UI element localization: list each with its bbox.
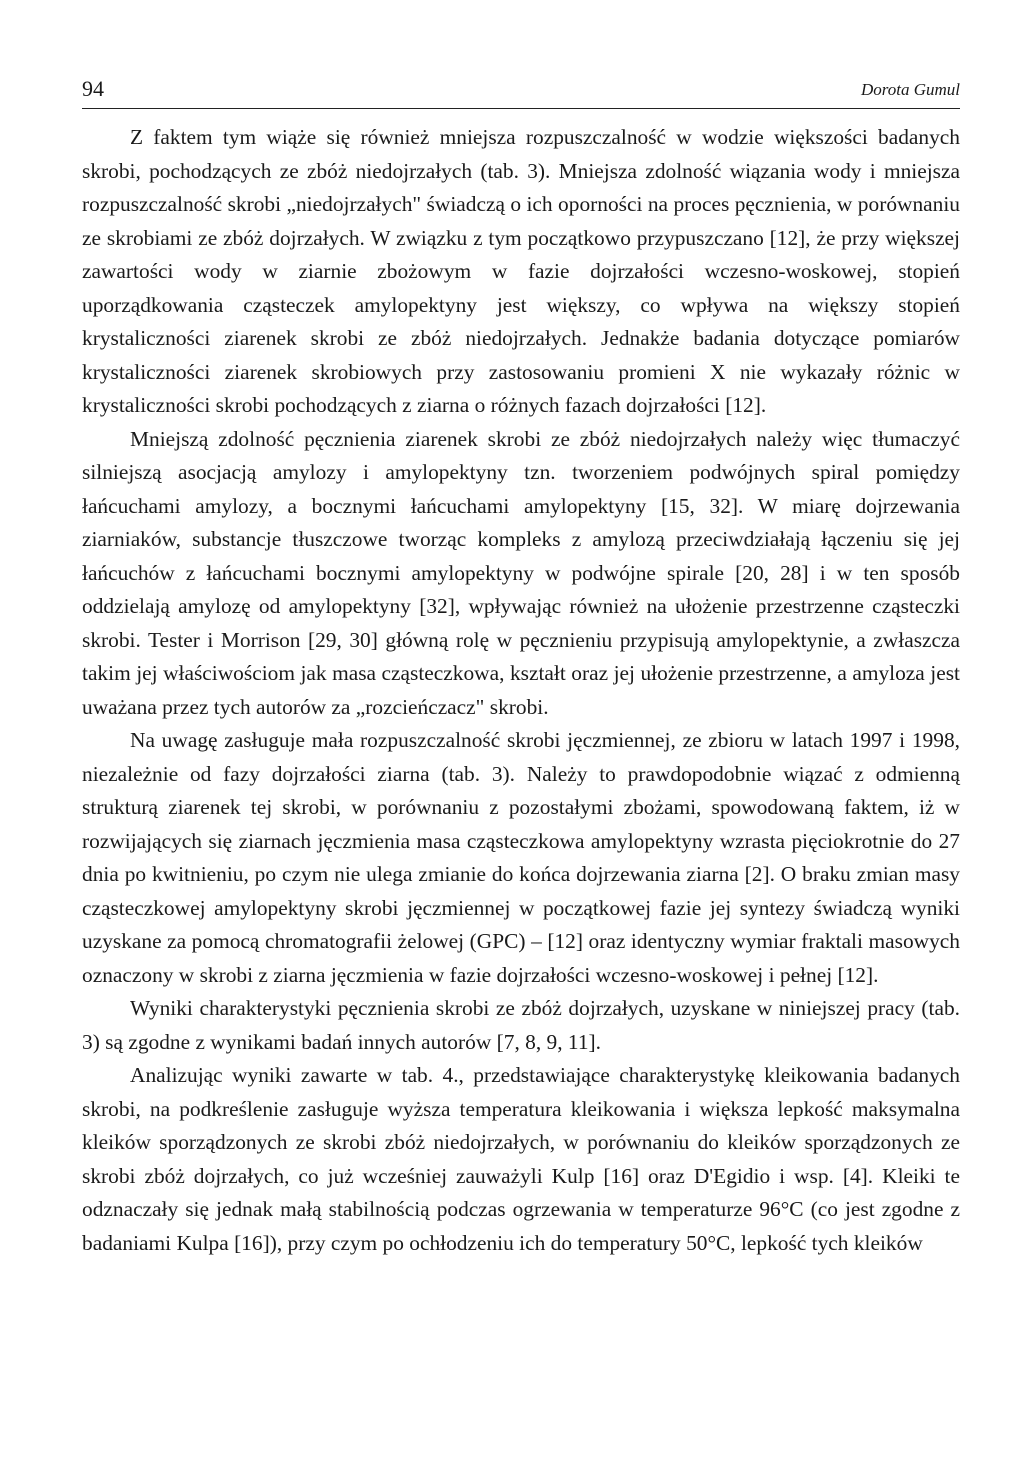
paragraph: Z faktem tym wiąże się również mniejsza rozpuszczalność w wodzie większości badanych skrobi, pochodzących ze zbóż niedojrzałych (tab. 3). Mniejsza zdolność wiązania wody i mniejsza rozpuszczalność skrobi „niedojrzałych" świadczą o ich oporności na proces pęcznienia, w porównaniu ze skrobiami ze zbóż dojrzałych. W związku z tym początkowo przypuszczano [12], że przy większej zawartości wody w ziarnie zbożowym w fazie dojrzałości wczesno-woskowej, stopień uporządkowania cząsteczek amylopektyny jest większy, co wpływa na większy stopień krystaliczności ziarenek skrobi ze zbóż niedojrzałych. Jednakże badania dotyczące pomiarów krystaliczności ziarenek skrobiowych przy zastosowaniu promieni X nie wykazały różnic w krystaliczności skrobi pochodzących z ziarna o różnych fazach dojrzałości [12].: [82, 125, 960, 417]
paragraph: Wyniki charakterystyki pęcznienia skrobi ze zbóż dojrzałych, uzyskane w niniejszej pracy (tab. 3) są zgodne z wynikami badań innych autorów [7, 8, 9, 11].: [82, 996, 960, 1054]
paragraph: Analizując wyniki zawarte w tab. 4., przedstawiające charakterystykę kleikowania badanych skrobi, na podkreślenie zasługuje wyższa temperatura kleikowania i większa lepkość maksymalna kleików sporządzonych ze skrobi zbóż niedojrzałych, w porównaniu do kleików sporządzonych ze skrobi zbóż dojrzałych, co już wcześniej zauważyli Kulp [16] oraz D'Egidio i wsp. [4]. Kleiki te odznaczały się jednak małą stabilnością podczas ogrzewania w temperaturze 96°C (co jest zgodne z badaniami Kulpa [16]), przy czym po ochłodzeniu ich do temperatury 50°C, lepkość tych kleików: [82, 1063, 960, 1255]
page: [82, 68, 960, 1260]
body-text: [82, 121, 960, 1260]
page-number: 94: [82, 76, 104, 101]
paragraph: Na uwagę zasługuje mała rozpuszczalność skrobi jęczmiennej, ze zbioru w latach 1997 i 1998, niezależnie od fazy dojrzałości ziarna (tab. 3). Należy to prawdopodobnie wiązać z odmienną strukturą ziarenek tej skrobi, w porównaniu z pozostałymi zbożami, spowodowaną faktem, iż w rozwijających się ziarnach jęczmienia masa cząsteczkowa amylopektyny wzrasta pięciokrotnie do 27 dnia po kwitnieniu, po czym nie ulega zmianie do końca dojrzewania ziarna [2]. O braku zmian masy cząsteczkowej amylopektyny skrobi jęczmiennej w początkowej fazie jej syntezy świadczą wyniki uzyskane za pomocą chromatografii żelowej (GPC) – [12] oraz identyczny wymiar fraktali masowych oznaczony w skrobi z ziarna jęczmienia w fazie dojrzałości wczesno-woskowej i pełnej [12].: [82, 728, 960, 987]
running-header: [82, 68, 960, 109]
paragraph: Mniejszą zdolność pęcznienia ziarenek skrobi ze zbóż niedojrzałych należy więc tłumaczyć silniejszą asocjacją amylozy i amylopektyny tzn. tworzeniem podwójnych spiral pomiędzy łańcuchami amylozy, a bocznymi łańcuchami amylopektyny [15, 32]. W miarę dojrzewania ziarniaków, substancje tłuszczowe tworząc kompleks z amylozą przeciwdziałają łączeniu się jej łańcuchów z łańcuchami bocznymi amylopektyny w podwójne spirale [20, 28] i w ten sposób oddzielają amylozę od amylopektyny [32], wpływając również na ułożenie przestrzenne cząsteczki skrobi. Tester i Morrison [29, 30] główną rolę w pęcznieniu przypisują amylopektynie, a zwłaszcza takim jej właściwościom jak masa cząsteczkowa, kształt oraz jej ułożenie przestrzenne, a amyloza jest uważana przez tych autorów za „rozcieńczacz" skrobi.: [82, 426, 960, 719]
running-header-author: Dorota Gumul: [860, 80, 960, 99]
